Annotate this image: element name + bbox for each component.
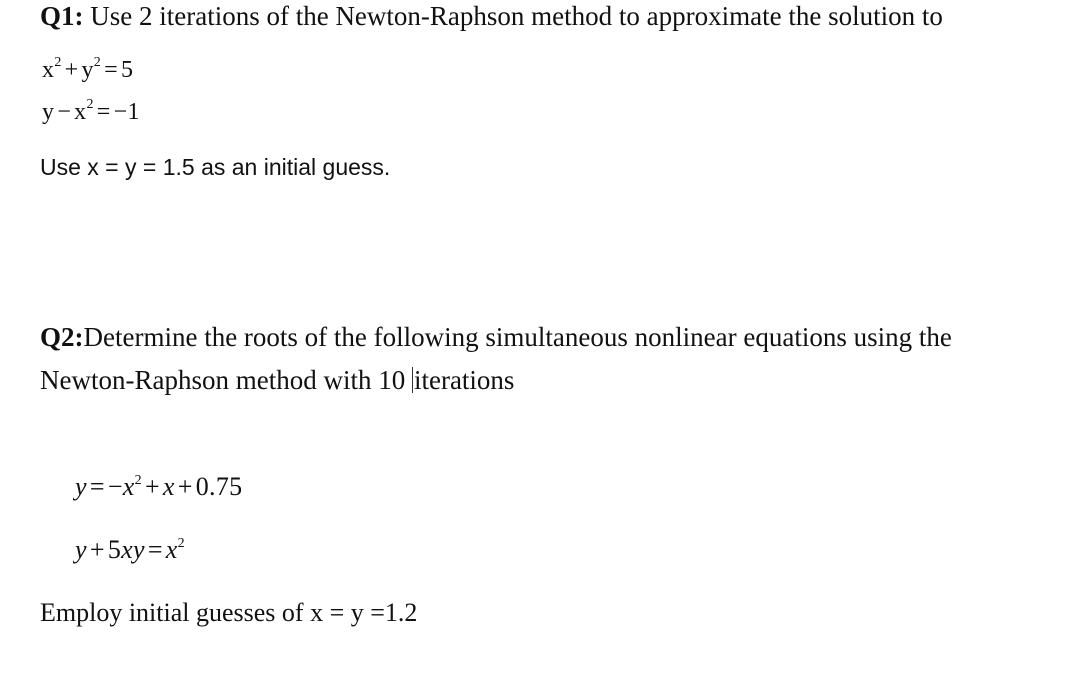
eq-term: y [75, 472, 87, 501]
eq-term: x [122, 472, 135, 501]
q1-label: Q1: [40, 1, 84, 31]
eq-operator: + [177, 472, 193, 501]
eq-term: x [165, 535, 178, 564]
eq-term: x [42, 57, 55, 83]
eq-term: 0.75 [195, 472, 243, 501]
eq-term: 5 [107, 535, 122, 564]
q1-initial-guess: Use x = y = 1.5 as an initial guess. [40, 154, 391, 180]
eq-operator: = [96, 99, 111, 125]
eq-operator: − [107, 472, 123, 501]
q2-label: Q2: [40, 322, 84, 352]
eq-term: x [162, 472, 175, 501]
eq-exponent: 2 [93, 55, 102, 70]
eq-operator: = [147, 535, 163, 564]
eq-term: x [74, 99, 87, 125]
eq-exponent: 2 [86, 97, 94, 112]
eq-term: xy [121, 535, 145, 564]
eq-operator: + [144, 472, 160, 501]
eq-operator: − [57, 99, 72, 125]
q2-initial-guess: Employ initial guesses of x = y =1.2 [40, 598, 418, 627]
text-cursor [412, 367, 413, 393]
eq-operator: + [64, 57, 79, 83]
q2-text-line-2a: Newton-Raphson method with 10 [40, 365, 412, 395]
eq-term: 5 [120, 57, 134, 83]
q1-equation-2 [42, 98, 140, 126]
q2-heading-line-1 [40, 321, 952, 353]
eq-operator: + [89, 535, 105, 564]
q2-equation-2 [75, 536, 185, 564]
q2-equation-1 [75, 473, 242, 501]
eq-exponent: 2 [54, 55, 62, 70]
q2-heading-line-2 [40, 364, 514, 396]
eq-exponent: 2 [134, 473, 142, 488]
eq-term: y [75, 535, 87, 564]
q1-text: Use 2 iterations of the Newton-Raphson method to approximate the solution to [83, 1, 943, 31]
eq-term: y [42, 99, 55, 125]
q2-text-line-2b: iterations [413, 365, 515, 395]
eq-term: y [81, 57, 94, 83]
eq-operator: = [104, 57, 118, 83]
eq-exponent: 2 [177, 536, 185, 551]
q1-heading [40, 0, 943, 32]
q2-text-line-1: Determine the roots of the following simultaneous nonlinear equations using the [83, 322, 952, 352]
eq-term: −1 [113, 99, 140, 125]
eq-operator: = [89, 472, 105, 501]
q1-equation-1 [42, 56, 133, 84]
